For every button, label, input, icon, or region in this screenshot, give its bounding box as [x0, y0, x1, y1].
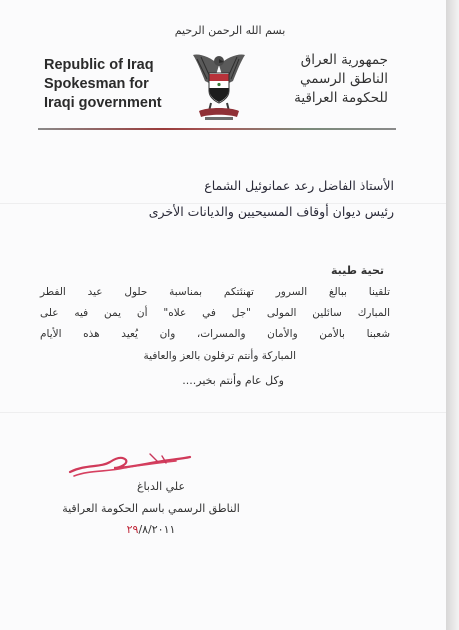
arabic-letterhead-line: جمهورية العراق	[300, 52, 388, 68]
english-letterhead-line: Iraqi government	[44, 95, 162, 111]
date-month-year: /٨/٢٠١١	[138, 523, 176, 536]
body-line: تلقينا ببالغ السرور تهنئتكم بمناسبة حلول عيد الفطر	[40, 286, 390, 298]
signer-title: الناطق الرسمي باسم الحكومة العراقية	[62, 502, 240, 515]
iraq-eagle-emblem	[191, 47, 247, 123]
greeting: تحية طيبة	[330, 264, 384, 277]
basmala: بسم الله الرحمن الرحيم	[174, 24, 286, 37]
arabic-letterhead-line: للحكومة العراقية	[294, 90, 388, 106]
date-day-handwritten: ٢٩	[126, 523, 139, 536]
closing-line: وكل عام وأنتم بخير....	[182, 374, 284, 387]
body-line: شعبنا بالأمن والأمان والمسرات، وان يُعيد هذه الأيام	[40, 328, 390, 340]
paper-fold	[0, 412, 446, 413]
header-divider	[38, 128, 396, 130]
recipient-position: رئيس ديوان أوقاف المسيحيين والديانات الأخرى	[148, 204, 394, 219]
letter-date	[106, 523, 196, 536]
english-letterhead-line: Spokesman for	[44, 76, 149, 92]
recipient-name: الأستاذ الفاضل رعد عمانوئيل الشماع	[204, 178, 394, 193]
english-letterhead	[44, 56, 162, 113]
english-letterhead-line: Republic of Iraq	[44, 57, 154, 73]
handwritten-signature	[66, 450, 194, 484]
page-edge	[446, 0, 459, 630]
body-line: المباركة وأنتم ترفلون بالعز والعافية	[143, 350, 296, 362]
signer-name: علي الدباغ	[136, 480, 186, 493]
arabic-letterhead	[248, 51, 388, 108]
body-line: المبارك سائلين المولى "جل في علاه" أن يمن فيه على	[40, 307, 390, 319]
arabic-letterhead-line: الناطق الرسمي	[299, 71, 388, 87]
